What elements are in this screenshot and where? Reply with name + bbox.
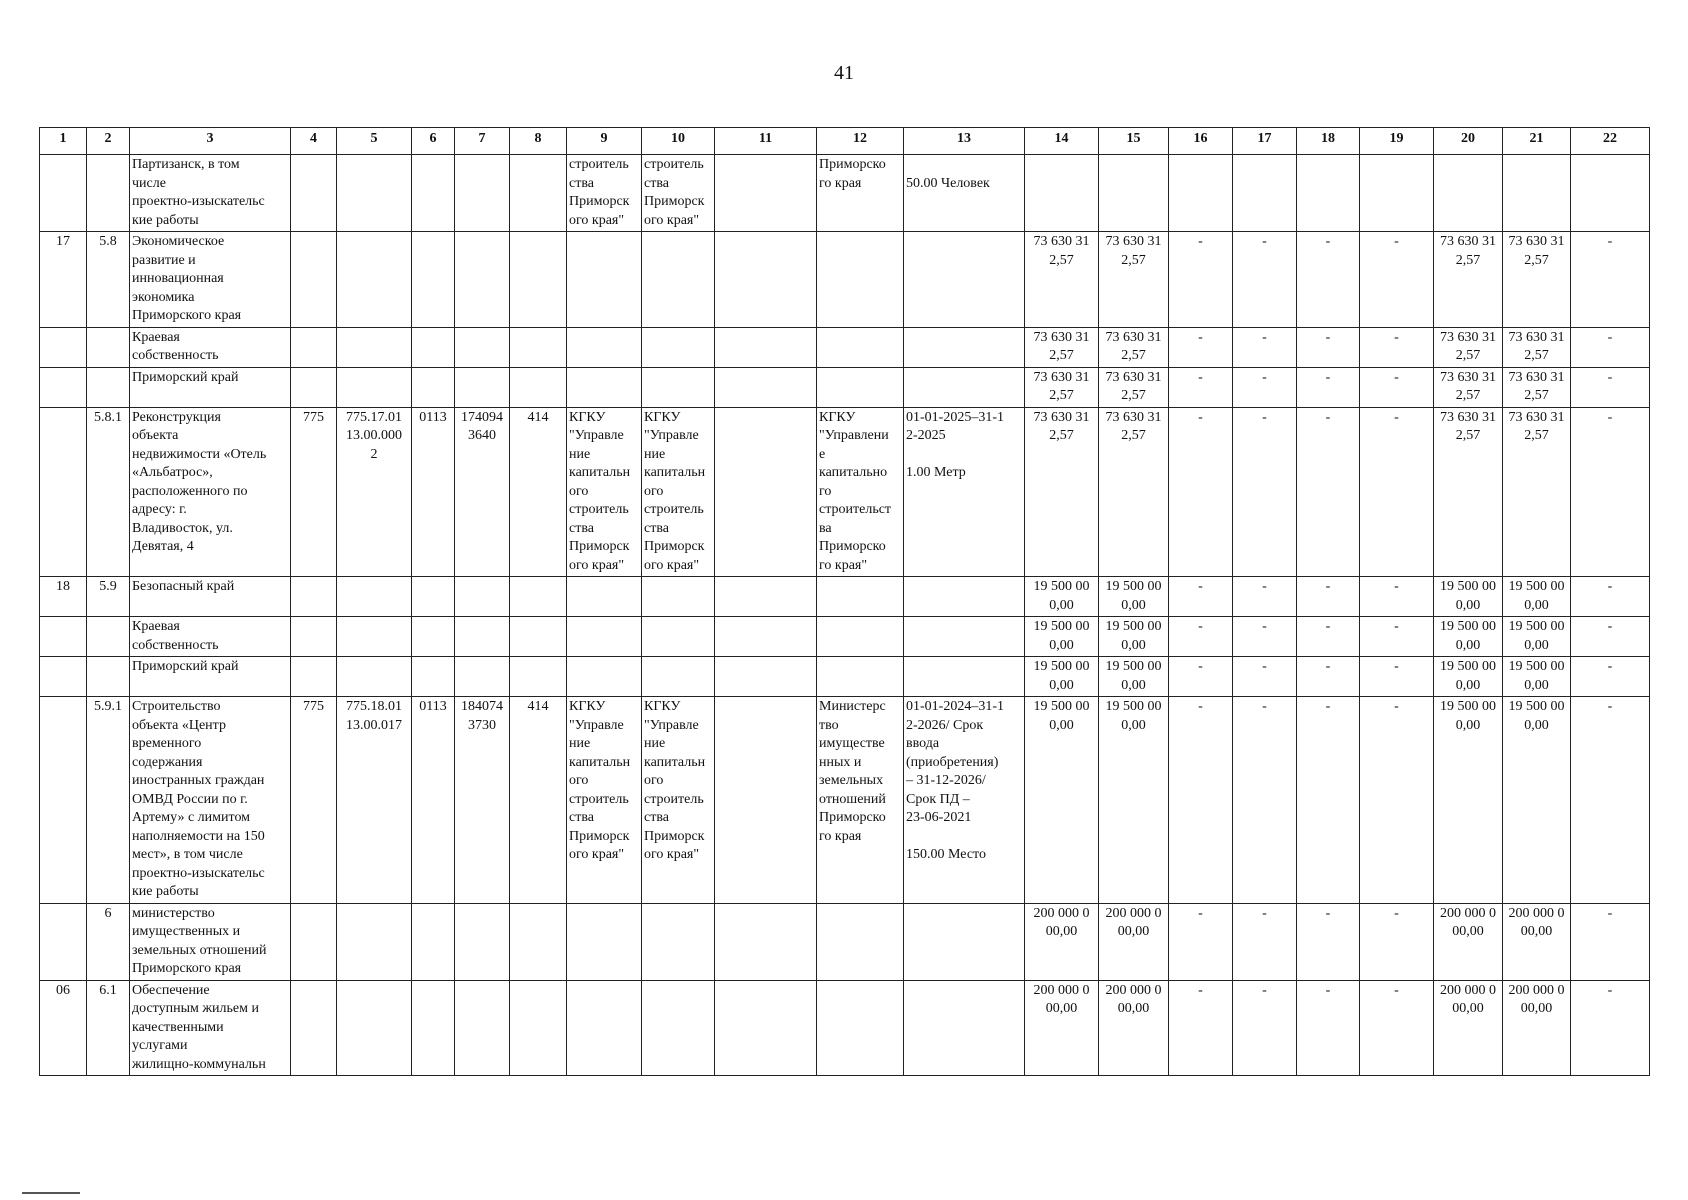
cell-col-18: - — [1297, 697, 1360, 904]
cell-col-10 — [642, 903, 715, 980]
cell-col-13: 01-01-2025–31-1 2-2025 1.00 Метр — [904, 407, 1025, 577]
table-row — [40, 155, 1650, 232]
col-header-9: 9 — [567, 128, 642, 155]
cell-col-17: - — [1233, 407, 1297, 577]
cell-col-9: КГКУ "Управле ние капитальн ого строитель ства Приморск ого края" — [567, 697, 642, 904]
table-row — [40, 617, 1650, 657]
cell-col-12 — [817, 903, 904, 980]
cell-col-20: 19 500 00 0,00 — [1434, 657, 1503, 697]
cell-col-4 — [291, 903, 337, 980]
cell-col-4 — [291, 980, 337, 1076]
cell-col-11 — [715, 327, 817, 367]
cell-col-21: 200 000 0 00,00 — [1503, 980, 1571, 1076]
cell-col-20: 200 000 0 00,00 — [1434, 903, 1503, 980]
cell-col-3: Экономическое развитие и инновационная экономика Приморского края — [130, 232, 291, 328]
cell-col-18: - — [1297, 577, 1360, 617]
cell-col-9 — [567, 903, 642, 980]
cell-col-11 — [715, 903, 817, 980]
cell-col-19: - — [1360, 407, 1434, 577]
cell-col-1: 18 — [40, 577, 87, 617]
cell-col-1 — [40, 697, 87, 904]
cell-col-20 — [1434, 155, 1503, 232]
cell-col-8 — [510, 577, 567, 617]
cell-col-9 — [567, 980, 642, 1076]
cell-col-22: - — [1571, 617, 1650, 657]
cell-col-3: Партизанск, в том числе проектно-изыскательс кие работы — [130, 155, 291, 232]
cell-col-2 — [87, 155, 130, 232]
cell-col-7 — [455, 903, 510, 980]
cell-col-17: - — [1233, 617, 1297, 657]
cell-col-22: - — [1571, 903, 1650, 980]
col-header-3: 3 — [130, 128, 291, 155]
cell-col-17: - — [1233, 657, 1297, 697]
budget-table — [39, 127, 1650, 1076]
table-row — [40, 367, 1650, 407]
cell-col-8 — [510, 657, 567, 697]
cell-col-13 — [904, 980, 1025, 1076]
cell-col-15: 19 500 00 0,00 — [1099, 617, 1169, 657]
cell-col-14: 73 630 31 2,57 — [1025, 367, 1099, 407]
cell-col-18: - — [1297, 657, 1360, 697]
cell-col-13 — [904, 903, 1025, 980]
cell-col-1 — [40, 903, 87, 980]
cell-col-15: 73 630 31 2,57 — [1099, 407, 1169, 577]
cell-col-3: Краевая собственность — [130, 327, 291, 367]
cell-col-10: КГКУ "Управле ние капитальн ого строитель ства Приморск ого края" — [642, 697, 715, 904]
cell-col-7 — [455, 155, 510, 232]
cell-col-6: 0113 — [412, 407, 455, 577]
cell-col-20: 19 500 00 0,00 — [1434, 697, 1503, 904]
cell-col-4: 775 — [291, 407, 337, 577]
cell-col-3: министерство имущественных и земельных отношений Приморского края — [130, 903, 291, 980]
cell-col-5 — [337, 617, 412, 657]
cell-col-15: 19 500 00 0,00 — [1099, 657, 1169, 697]
cell-col-5 — [337, 980, 412, 1076]
cell-col-15 — [1099, 155, 1169, 232]
cell-col-10: строитель ства Приморск ого края" — [642, 155, 715, 232]
cell-col-3: Строительство объекта «Центр временного содержания иностранных граждан ОМВД России по г. Артему» с лимитом наполняемости на 150 мест», в том числе проектно-изыскательс кие работы — [130, 697, 291, 904]
cell-col-9: строитель ства Приморск ого края" — [567, 155, 642, 232]
cell-col-14: 73 630 31 2,57 — [1025, 407, 1099, 577]
cell-col-20: 73 630 31 2,57 — [1434, 367, 1503, 407]
cell-col-4 — [291, 657, 337, 697]
cell-col-13: 01-01-2024–31-1 2-2026/ Срок ввода (приобретения) – 31-12-2026/ Срок ПД – 23-06-2021 150.00 Место — [904, 697, 1025, 904]
cell-col-10: КГКУ "Управле ние капитальн ого строитель ства Приморск ого края" — [642, 407, 715, 577]
cell-col-8: 414 — [510, 407, 567, 577]
cell-col-6 — [412, 367, 455, 407]
cell-col-14: 19 500 00 0,00 — [1025, 697, 1099, 904]
cell-col-1: 06 — [40, 980, 87, 1076]
cell-col-12 — [817, 327, 904, 367]
cell-col-15: 200 000 0 00,00 — [1099, 903, 1169, 980]
cell-col-2 — [87, 327, 130, 367]
cell-col-15: 19 500 00 0,00 — [1099, 577, 1169, 617]
cell-col-4: 775 — [291, 697, 337, 904]
cell-col-7 — [455, 657, 510, 697]
cell-col-4 — [291, 327, 337, 367]
cell-col-17 — [1233, 155, 1297, 232]
cell-col-7 — [455, 577, 510, 617]
cell-col-17: - — [1233, 903, 1297, 980]
cell-col-17: - — [1233, 327, 1297, 367]
cell-col-22: - — [1571, 367, 1650, 407]
cell-col-16: - — [1169, 617, 1233, 657]
cell-col-5: 775.18.01 13.00.017 — [337, 697, 412, 904]
col-header-5: 5 — [337, 128, 412, 155]
cell-col-4 — [291, 155, 337, 232]
table-body — [40, 155, 1650, 1076]
cell-col-18: - — [1297, 407, 1360, 577]
cell-col-14: 19 500 00 0,00 — [1025, 617, 1099, 657]
cell-col-4 — [291, 232, 337, 328]
cell-col-14: 200 000 0 00,00 — [1025, 903, 1099, 980]
cell-col-19: - — [1360, 577, 1434, 617]
cell-col-4 — [291, 367, 337, 407]
cell-col-19: - — [1360, 367, 1434, 407]
cell-col-12 — [817, 657, 904, 697]
cell-col-11 — [715, 577, 817, 617]
cell-col-21: 19 500 00 0,00 — [1503, 697, 1571, 904]
cell-col-1 — [40, 617, 87, 657]
cell-col-21 — [1503, 155, 1571, 232]
cell-col-21: 73 630 31 2,57 — [1503, 232, 1571, 328]
cell-col-16: - — [1169, 367, 1233, 407]
cell-col-8 — [510, 367, 567, 407]
cell-col-20: 200 000 0 00,00 — [1434, 980, 1503, 1076]
cell-col-2: 5.8.1 — [87, 407, 130, 577]
cell-col-2 — [87, 657, 130, 697]
cell-col-17: - — [1233, 232, 1297, 328]
cell-col-18: - — [1297, 617, 1360, 657]
cell-col-12: Приморско го края — [817, 155, 904, 232]
cell-col-12 — [817, 980, 904, 1076]
cell-col-6 — [412, 903, 455, 980]
col-header-4: 4 — [291, 128, 337, 155]
cell-col-6 — [412, 232, 455, 328]
cell-col-19: - — [1360, 232, 1434, 328]
cell-col-20: 19 500 00 0,00 — [1434, 577, 1503, 617]
cell-col-2 — [87, 367, 130, 407]
cell-col-10 — [642, 617, 715, 657]
col-header-20: 20 — [1434, 128, 1503, 155]
cell-col-12 — [817, 367, 904, 407]
cell-col-10 — [642, 232, 715, 328]
cell-col-11 — [715, 617, 817, 657]
cell-col-1 — [40, 657, 87, 697]
cell-col-18 — [1297, 155, 1360, 232]
cell-col-5 — [337, 657, 412, 697]
cell-col-11 — [715, 155, 817, 232]
cell-col-3: Реконструкция объекта недвижимости «Отель «Альбатрос», расположенного по адресу: г. Владивосток, ул. Девятая, 4 — [130, 407, 291, 577]
cell-col-16: - — [1169, 980, 1233, 1076]
cell-col-10 — [642, 367, 715, 407]
cell-col-10 — [642, 657, 715, 697]
cell-col-3: Безопасный край — [130, 577, 291, 617]
col-header-1: 1 — [40, 128, 87, 155]
cell-col-22: - — [1571, 697, 1650, 904]
cell-col-13 — [904, 617, 1025, 657]
cell-col-19: - — [1360, 327, 1434, 367]
cell-col-6 — [412, 657, 455, 697]
cell-col-6 — [412, 980, 455, 1076]
cell-col-19: - — [1360, 617, 1434, 657]
cell-col-19: - — [1360, 697, 1434, 904]
cell-col-8 — [510, 980, 567, 1076]
cell-col-15: 73 630 31 2,57 — [1099, 232, 1169, 328]
cell-col-16 — [1169, 155, 1233, 232]
cell-col-5 — [337, 155, 412, 232]
cell-col-16: - — [1169, 327, 1233, 367]
col-header-6: 6 — [412, 128, 455, 155]
cell-col-18: - — [1297, 232, 1360, 328]
cell-col-8 — [510, 903, 567, 980]
cell-col-12 — [817, 617, 904, 657]
cell-col-16: - — [1169, 657, 1233, 697]
cell-col-9 — [567, 657, 642, 697]
cell-col-5 — [337, 232, 412, 328]
cell-col-13 — [904, 657, 1025, 697]
col-header-18: 18 — [1297, 128, 1360, 155]
footer-rule — [22, 1192, 80, 1194]
cell-col-9 — [567, 367, 642, 407]
cell-col-22: - — [1571, 232, 1650, 328]
cell-col-3: Приморский край — [130, 367, 291, 407]
cell-col-21: 19 500 00 0,00 — [1503, 657, 1571, 697]
cell-col-2: 6.1 — [87, 980, 130, 1076]
cell-col-6 — [412, 155, 455, 232]
cell-col-20: 73 630 31 2,57 — [1434, 327, 1503, 367]
cell-col-11 — [715, 232, 817, 328]
cell-col-9: КГКУ "Управле ние капитальн ого строитель ства Приморск ого края" — [567, 407, 642, 577]
cell-col-16: - — [1169, 232, 1233, 328]
cell-col-1: 17 — [40, 232, 87, 328]
cell-col-10 — [642, 327, 715, 367]
cell-col-18: - — [1297, 980, 1360, 1076]
cell-col-3: Обеспечение доступным жильем и качественными услугами жилищно-коммунальн — [130, 980, 291, 1076]
table-row — [40, 657, 1650, 697]
cell-col-2: 6 — [87, 903, 130, 980]
col-header-2: 2 — [87, 128, 130, 155]
col-header-16: 16 — [1169, 128, 1233, 155]
cell-col-13 — [904, 367, 1025, 407]
cell-col-6: 0113 — [412, 697, 455, 904]
table-row — [40, 903, 1650, 980]
cell-col-15: 200 000 0 00,00 — [1099, 980, 1169, 1076]
cell-col-19: - — [1360, 903, 1434, 980]
cell-col-2: 5.8 — [87, 232, 130, 328]
cell-col-2: 5.9 — [87, 577, 130, 617]
col-header-12: 12 — [817, 128, 904, 155]
col-header-17: 17 — [1233, 128, 1297, 155]
cell-col-16: - — [1169, 697, 1233, 904]
cell-col-14 — [1025, 155, 1099, 232]
cell-col-7: 174094 3640 — [455, 407, 510, 577]
cell-col-5: 775.17.01 13.00.000 2 — [337, 407, 412, 577]
cell-col-3: Краевая собственность — [130, 617, 291, 657]
cell-col-20: 73 630 31 2,57 — [1434, 232, 1503, 328]
cell-col-10 — [642, 577, 715, 617]
cell-col-20: 73 630 31 2,57 — [1434, 407, 1503, 577]
cell-col-8 — [510, 232, 567, 328]
col-header-22: 22 — [1571, 128, 1650, 155]
cell-col-14: 19 500 00 0,00 — [1025, 577, 1099, 617]
table-row — [40, 697, 1650, 904]
cell-col-6 — [412, 617, 455, 657]
cell-col-14: 200 000 0 00,00 — [1025, 980, 1099, 1076]
cell-col-11 — [715, 407, 817, 577]
cell-col-7 — [455, 232, 510, 328]
cell-col-4 — [291, 617, 337, 657]
cell-col-9 — [567, 577, 642, 617]
cell-col-22: - — [1571, 657, 1650, 697]
cell-col-12: КГКУ "Управлени е капитально го строительст ва Приморско го края" — [817, 407, 904, 577]
table-row — [40, 577, 1650, 617]
cell-col-13 — [904, 327, 1025, 367]
table-row — [40, 327, 1650, 367]
col-header-8: 8 — [510, 128, 567, 155]
cell-col-14: 73 630 31 2,57 — [1025, 327, 1099, 367]
cell-col-4 — [291, 577, 337, 617]
cell-col-7: 184074 3730 — [455, 697, 510, 904]
col-header-10: 10 — [642, 128, 715, 155]
cell-col-9 — [567, 327, 642, 367]
cell-col-16: - — [1169, 903, 1233, 980]
cell-col-5 — [337, 577, 412, 617]
cell-col-7 — [455, 327, 510, 367]
cell-col-8 — [510, 327, 567, 367]
cell-col-17: - — [1233, 980, 1297, 1076]
cell-col-7 — [455, 367, 510, 407]
cell-col-21: 200 000 0 00,00 — [1503, 903, 1571, 980]
cell-col-14: 73 630 31 2,57 — [1025, 232, 1099, 328]
table-row — [40, 232, 1650, 328]
cell-col-11 — [715, 980, 817, 1076]
cell-col-12 — [817, 577, 904, 617]
cell-col-13 — [904, 232, 1025, 328]
cell-col-22: - — [1571, 327, 1650, 367]
cell-col-18: - — [1297, 903, 1360, 980]
cell-col-16: - — [1169, 407, 1233, 577]
cell-col-21: 19 500 00 0,00 — [1503, 577, 1571, 617]
header-row — [40, 128, 1650, 155]
cell-col-19: - — [1360, 657, 1434, 697]
cell-col-1 — [40, 407, 87, 577]
cell-col-19 — [1360, 155, 1434, 232]
cell-col-18: - — [1297, 327, 1360, 367]
page-number: 41 — [834, 62, 854, 84]
cell-col-7 — [455, 980, 510, 1076]
cell-col-1 — [40, 155, 87, 232]
cell-col-21: 19 500 00 0,00 — [1503, 617, 1571, 657]
col-header-19: 19 — [1360, 128, 1434, 155]
cell-col-1 — [40, 327, 87, 367]
cell-col-5 — [337, 903, 412, 980]
cell-col-16: - — [1169, 577, 1233, 617]
cell-col-13 — [904, 577, 1025, 617]
cell-col-14: 19 500 00 0,00 — [1025, 657, 1099, 697]
cell-col-12: Министерс тво имуществе нных и земельных отношений Приморско го края — [817, 697, 904, 904]
cell-col-20: 19 500 00 0,00 — [1434, 617, 1503, 657]
cell-col-11 — [715, 657, 817, 697]
table-row — [40, 407, 1650, 577]
cell-col-17: - — [1233, 367, 1297, 407]
col-header-13: 13 — [904, 128, 1025, 155]
col-header-11: 11 — [715, 128, 817, 155]
cell-col-6 — [412, 577, 455, 617]
cell-col-15: 73 630 31 2,57 — [1099, 327, 1169, 367]
cell-col-17: - — [1233, 577, 1297, 617]
cell-col-11 — [715, 367, 817, 407]
cell-col-15: 19 500 00 0,00 — [1099, 697, 1169, 904]
cell-col-19: - — [1360, 980, 1434, 1076]
cell-col-3: Приморский край — [130, 657, 291, 697]
cell-col-21: 73 630 31 2,57 — [1503, 327, 1571, 367]
col-header-21: 21 — [1503, 128, 1571, 155]
cell-col-22: - — [1571, 407, 1650, 577]
cell-col-18: - — [1297, 367, 1360, 407]
cell-col-6 — [412, 327, 455, 367]
cell-col-2: 5.9.1 — [87, 697, 130, 904]
cell-col-8: 414 — [510, 697, 567, 904]
cell-col-22: - — [1571, 980, 1650, 1076]
cell-col-12 — [817, 232, 904, 328]
cell-col-9 — [567, 617, 642, 657]
cell-col-7 — [455, 617, 510, 657]
cell-col-15: 73 630 31 2,57 — [1099, 367, 1169, 407]
cell-col-2 — [87, 617, 130, 657]
cell-col-21: 73 630 31 2,57 — [1503, 407, 1571, 577]
table-row — [40, 980, 1650, 1076]
cell-col-10 — [642, 980, 715, 1076]
cell-col-11 — [715, 697, 817, 904]
cell-col-8 — [510, 155, 567, 232]
cell-col-5 — [337, 367, 412, 407]
col-header-7: 7 — [455, 128, 510, 155]
cell-col-22 — [1571, 155, 1650, 232]
cell-col-1 — [40, 367, 87, 407]
cell-col-17: - — [1233, 697, 1297, 904]
col-header-14: 14 — [1025, 128, 1099, 155]
cell-col-21: 73 630 31 2,57 — [1503, 367, 1571, 407]
col-header-15: 15 — [1099, 128, 1169, 155]
cell-col-8 — [510, 617, 567, 657]
cell-col-22: - — [1571, 577, 1650, 617]
cell-col-9 — [567, 232, 642, 328]
cell-col-5 — [337, 327, 412, 367]
cell-col-13: 50.00 Человек — [904, 155, 1025, 232]
